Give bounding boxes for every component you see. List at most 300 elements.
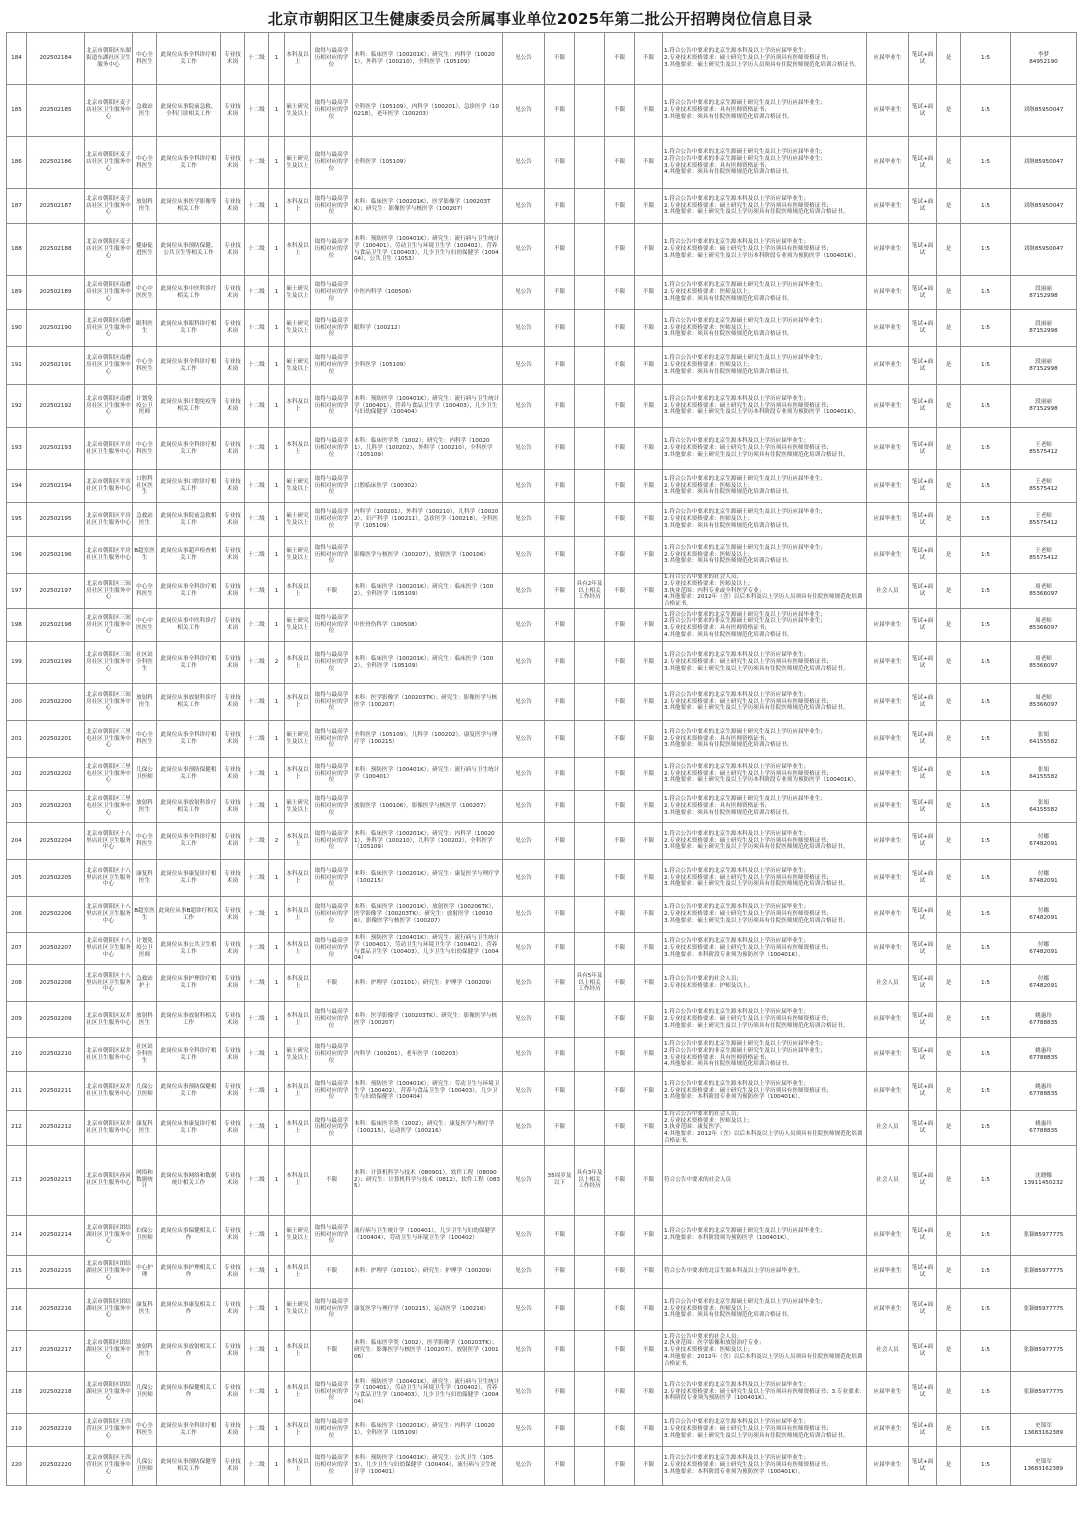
post-description: 此岗位从事院前急救相关工作 [157,503,221,537]
age-limit: 不限 [545,684,575,721]
political-status: 见公告 [503,823,545,860]
post-type: 专业技术岗 [221,224,245,276]
other-conditions: 1.符合公告中要求的北京生源本科及以上学历应届毕业生； 2.专业技术资格要求：硕士研究生及以上学历须具有医师资格证书； 3.其他要求：本科阶段专业须为预防医学（100401K）。 [663,1072,867,1111]
employer-unit: 北京市朝阳区双井社区卫生服务中心 [85,1038,133,1072]
exam-required: 是 [937,791,961,823]
major-requirement: 影像医学与核医学（100207），放射医学（100106） [353,537,503,574]
major-requirement: 口腔临床医学（100302） [353,470,503,503]
age-limit: 不限 [545,860,575,897]
work-experience [575,897,605,933]
work-experience: 具有2年及以上相关工作经历 [575,574,605,609]
hire-count: 1 [269,503,285,537]
row-number: 192 [7,385,27,428]
post-code: 202502198 [27,609,85,642]
major-requirement: 本科：临床医学（100201K），医学影像学（100203TK）；研究生：影像医学与核医学（100207） [353,189,503,224]
hire-count: 1 [269,385,285,428]
post-type: 专业技术岗 [221,1371,245,1413]
major-requirement: 本科：预防医学（100401K）；研究生：流行病与卫生统计学（100401），劳动卫生与环境卫生学（100402），营养与食品卫生学（100403），儿少卫生与妇幼保健学（100404） [353,1371,503,1413]
row-number: 209 [7,1002,27,1038]
education: 本科及以上 [285,1255,311,1288]
post-code: 202502190 [27,310,85,347]
education: 本科及以上 [285,965,311,1002]
education: 本科及以上 [285,1371,311,1413]
political-status: 见公告 [503,1111,545,1146]
employer-unit: 北京市朝阳区平房社区卫生服务中心 [85,537,133,574]
hukou-requirement: 不限 [605,537,635,574]
major-requirement: 本科：临床医学（100201K）；研究生：内科学（100201），外科学（100210），儿科学（100202），全科医学（105109） [353,823,503,860]
interview-ratio: 1:5 [961,537,1011,574]
post-level: 十二级 [245,1215,269,1255]
hukou-requirement: 不限 [605,933,635,965]
work-experience: 具有5年及以上相关工作经历 [575,965,605,1002]
post-name: 口腔科社区医生 [133,470,157,503]
political-status: 见公告 [503,33,545,85]
exam-method: 笔试+面试 [909,574,937,609]
post-level: 十二级 [245,224,269,276]
hukou-requirement: 不限 [605,860,635,897]
exam-required: 是 [937,860,961,897]
work-experience [575,189,605,224]
degree: 取得与最高学历相对应的学位 [311,1371,353,1413]
table-row [7,1288,1077,1330]
other-conditions: 1.符合公告中要求的北京生源本科及以上学历应届毕业生； 2.专业技术资格要求：硕士研究生及以上学历须具有医师资格证书； 3.其他要求：硕士研究生及以上学历本科阶段专业须为预防医学（100401K）。 [663,224,867,276]
exam-method: 笔试+面试 [909,224,937,276]
post-level: 十二级 [245,1288,269,1330]
other-conditions: 1.符合公告中要求的北京生源本科及以上学历应届毕业生； 2.专业技术资格要求：硕士研究生及以上学历须具有医师资格证书； 3.其他要求：硕士研究生及以上学历须具有住院医师规范化培训合格证书。 [663,684,867,721]
fresh-grad-only: 不限 [635,1145,663,1215]
post-code: 202502202 [27,758,85,791]
post-type: 专业技术岗 [221,1215,245,1255]
table-row [7,503,1077,537]
degree: 取得与最高学历相对应的学位 [311,224,353,276]
table-row [7,137,1077,189]
political-status: 见公告 [503,537,545,574]
age-limit: 35周岁及以下 [545,1145,575,1215]
recruit-target: 应届毕业生 [867,1288,909,1330]
work-experience [575,1288,605,1330]
interview-ratio: 1:5 [961,684,1011,721]
table-row [7,347,1077,385]
fresh-grad-only: 不限 [635,574,663,609]
age-limit: 不限 [545,189,575,224]
post-name: 计划免疫公卫医师 [133,933,157,965]
row-number: 205 [7,860,27,897]
fresh-grad-only: 不限 [635,860,663,897]
hire-count: 1 [269,137,285,189]
hukou-requirement: 不限 [605,347,635,385]
post-type: 专业技术岗 [221,310,245,347]
post-type: 专业技术岗 [221,823,245,860]
fresh-grad-only: 不限 [635,1413,663,1446]
recruit-target: 应届毕业生 [867,1413,909,1446]
hukou-requirement: 不限 [605,385,635,428]
post-type: 专业技术岗 [221,189,245,224]
row-number: 191 [7,347,27,385]
other-conditions: 符合公告中要求的北京生源本科及以上学历应届毕业生。 [663,1255,867,1288]
exam-method: 笔试+面试 [909,1255,937,1288]
interview-ratio: 1:5 [961,1111,1011,1146]
contact: 张颖85977775 [1011,1330,1077,1371]
row-number: 193 [7,428,27,470]
post-code: 202502196 [27,537,85,574]
post-name: 社区站全科医生 [133,642,157,684]
employer-unit: 北京市朝阳区麦子店社区卫生服务中心 [85,85,133,137]
hukou-requirement: 不限 [605,1288,635,1330]
contact: 周老师 85366097 [1011,684,1077,721]
hukou-requirement: 不限 [605,1072,635,1111]
degree: 取得与最高学历相对应的学位 [311,137,353,189]
hukou-requirement: 不限 [605,1255,635,1288]
political-status: 见公告 [503,1371,545,1413]
other-conditions: 1.符合公告中要求的北京生源本科及以上学历应届毕业生； 2.专业技术资格要求：硕士研究生及以上学历须具有医师资格证书； 3.其他要求：硕士研究生及以上学历须具有住院医师规范化培训合格证书。 [663,189,867,224]
political-status: 见公告 [503,1288,545,1330]
post-code: 202502199 [27,642,85,684]
political-status: 见公告 [503,1145,545,1215]
political-status: 见公告 [503,85,545,137]
row-number: 207 [7,933,27,965]
hukou-requirement: 不限 [605,721,635,758]
post-code: 202502207 [27,933,85,965]
exam-required: 是 [937,609,961,642]
exam-method: 笔试+面试 [909,347,937,385]
fresh-grad-only: 不限 [635,1371,663,1413]
political-status: 见公告 [503,791,545,823]
age-limit: 不限 [545,224,575,276]
post-level: 十二级 [245,1145,269,1215]
table-row [7,574,1077,609]
interview-ratio: 1:5 [961,189,1011,224]
other-conditions: 1.符合公告中要求的北京生源本科及以上学历应届毕业生； 2.专业技术资格要求：硕士研究生及以上学历须具有医师资格证书； 3.其他要求：硕士研究生及以上学历须具有住院医师规范化培训合格证书。 [663,823,867,860]
political-status: 见公告 [503,347,545,385]
age-limit: 不限 [545,721,575,758]
post-description: 此岗位从事预防保健相关工作 [157,758,221,791]
post-level: 十二级 [245,347,269,385]
row-number: 186 [7,137,27,189]
contact: 张颖85977775 [1011,1255,1077,1288]
education: 本科及以上 [285,1330,311,1371]
employer-unit: 北京市朝阳区麦子店社区卫生服务中心 [85,224,133,276]
table-row [7,224,1077,276]
table-row [7,860,1077,897]
row-number: 217 [7,1330,27,1371]
political-status: 见公告 [503,1330,545,1371]
hukou-requirement: 不限 [605,823,635,860]
major-requirement: 本科：临床医学（100201K）；研究生：临床医学（1002），全科医学（105109） [353,574,503,609]
other-conditions: 1.符合公告中要求的社会人员； 2.执业范围：医学影像和放射治疗专业； 3.专业技术资格要求：医师及以上； 4.其他要求：2012年（含）以后本科及以上学历人员须具有住院医师规范化培训合格证书。 [663,1330,867,1371]
post-type: 专业技术岗 [221,721,245,758]
education: 硕士研究生及以上 [285,1038,311,1072]
post-level: 十二级 [245,1111,269,1146]
major-requirement: 内科学（100201），外科学（100210），儿科学（100202），妇产科学（100211），急诊医学（100218），全科医学（105109） [353,503,503,537]
post-code: 202502200 [27,684,85,721]
hire-count: 1 [269,1111,285,1146]
post-code: 202502192 [27,385,85,428]
post-description: 此岗位从事超声检查相关工作 [157,537,221,574]
exam-method: 笔试+面试 [909,1330,937,1371]
employer-unit: 北京市朝阳区平房社区卫生服务中心 [85,503,133,537]
political-status: 见公告 [503,897,545,933]
post-code: 202502212 [27,1111,85,1146]
fresh-grad-only: 不限 [635,1002,663,1038]
post-code: 202502209 [27,1002,85,1038]
hire-count: 1 [269,33,285,85]
exam-method: 笔试+面试 [909,385,937,428]
post-description: 此岗位从事全科诊疗相关工作 [157,428,221,470]
major-requirement: 本科：临床医学类（1002），医学影像学（100203TK）；研究生：影像医学与核医学（100207），放射医学（100106） [353,1330,503,1371]
fresh-grad-only: 不限 [635,85,663,137]
post-level: 十二级 [245,189,269,224]
post-description: 此岗位从事康复诊疗相关工作 [157,860,221,897]
recruit-target: 应届毕业生 [867,470,909,503]
employer-unit: 北京市朝阳区团结湖社区卫生服务中心 [85,1371,133,1413]
other-conditions: 1.符合公告中要求的北京生源硕士研究生及以上学历应届毕业生； 2.专业技术资格要求：医师及以上； 3.其他要求：须具有住院医师规范化培训合格证书。 [663,347,867,385]
post-level: 十二级 [245,933,269,965]
recruit-target: 应届毕业生 [867,537,909,574]
other-conditions: 1.符合公告中要求的社会人员； 2.专业技术资格要求：医师及以上； 3.执业范围：康复医学； 4.其他要求：2012年（含）以后本科及以上学历人员须具有住院医师规范化培训合格证书。 [663,1111,867,1146]
employer-unit: 北京市朝阳区十八里店社区卫生服务中心 [85,897,133,933]
degree: 不限 [311,1330,353,1371]
employer-unit: 北京市朝阳区南磨房社区卫生服务中心 [85,385,133,428]
political-status: 见公告 [503,1446,545,1485]
political-status: 见公告 [503,1215,545,1255]
table-row [7,791,1077,823]
row-number: 199 [7,642,27,684]
political-status: 见公告 [503,189,545,224]
hukou-requirement: 不限 [605,85,635,137]
exam-method: 笔试+面试 [909,1446,937,1485]
interview-ratio: 1:5 [961,276,1011,310]
degree: 取得与最高学历相对应的学位 [311,1446,353,1485]
employer-unit: 北京市朝阳区三间房社区卫生服务中心 [85,684,133,721]
exam-method: 笔试+面试 [909,1002,937,1038]
age-limit: 不限 [545,1288,575,1330]
post-name: 急救站护士 [133,965,157,1002]
post-description: 此岗位从事放射科诊疗相关工作 [157,684,221,721]
major-requirement: 本科：预防医学（100401K）；研究生：流行病与卫生统计学（100401），劳动卫生与环境卫生学（100402），营养与食品卫生学（100403），儿少卫生与妇幼保健学（100404），公共卫生（1053） [353,224,503,276]
political-status: 见公告 [503,224,545,276]
fresh-grad-only: 不限 [635,1111,663,1146]
education: 本科及以上 [285,1002,311,1038]
exam-method: 笔试+面试 [909,758,937,791]
exam-method: 笔试+面试 [909,1215,937,1255]
contact: 周老师 85366097 [1011,609,1077,642]
post-name: 中心全科医生 [133,33,157,85]
fresh-grad-only: 不限 [635,1072,663,1111]
post-code: 202502197 [27,574,85,609]
hukou-requirement: 不限 [605,1145,635,1215]
age-limit: 不限 [545,1002,575,1038]
hire-count: 2 [269,823,285,860]
table-row [7,33,1077,85]
post-code: 202502188 [27,224,85,276]
political-status: 见公告 [503,1072,545,1111]
table-row [7,310,1077,347]
hire-count: 1 [269,1255,285,1288]
exam-required: 是 [937,965,961,1002]
post-description: 此岗位从事放射科相关工作 [157,1002,221,1038]
major-requirement: 康复医学与理疗学（100215），运动医学（100216） [353,1288,503,1330]
political-status: 见公告 [503,933,545,965]
political-status: 见公告 [503,276,545,310]
post-level: 十二级 [245,503,269,537]
exam-required: 是 [937,385,961,428]
recruit-target: 应届毕业生 [867,1446,909,1485]
work-experience [575,276,605,310]
education: 硕士研究生及以上 [285,537,311,574]
post-level: 十二级 [245,721,269,758]
post-description: 此岗位从事中医科诊疗相关工作 [157,609,221,642]
exam-required: 是 [937,684,961,721]
exam-method: 笔试+面试 [909,791,937,823]
post-level: 十二级 [245,1002,269,1038]
work-experience [575,310,605,347]
major-requirement: 本科：临床医学（100201K）；研究生：康复医学与理疗学（100215） [353,860,503,897]
post-type: 专业技术岗 [221,1446,245,1485]
employer-unit: 北京市朝阳区团结湖社区卫生服务中心 [85,1288,133,1330]
post-description: 此岗位从事保健相关工作 [157,1215,221,1255]
interview-ratio: 1:5 [961,385,1011,428]
recruit-target: 应届毕业生 [867,85,909,137]
degree: 取得与最高学历相对应的学位 [311,85,353,137]
political-status: 见公告 [503,1255,545,1288]
hire-count: 1 [269,860,285,897]
interview-ratio: 1:5 [961,574,1011,609]
major-requirement: 本科：医学影像学（100203TK）；研究生：影像医学与核医学（100207） [353,684,503,721]
post-description: 此岗位从事全科诊疗相关工作 [157,1413,221,1446]
exam-method: 笔试+面试 [909,428,937,470]
major-requirement: 本科：护理学（101101）；研究生：护理学（100209） [353,1255,503,1288]
row-number: 214 [7,1215,27,1255]
other-conditions: 1.符合公告中要求的北京生源本科及以上学历应届毕业生； 2.专业技术资格要求：硕士研究生及以上学历须具有医师资格证书； 3.其他要求：本科阶段专业须为预防医学（100401K）。 [663,1446,867,1485]
contact: 姚惠玲 67788835 [1011,1002,1077,1038]
age-limit: 不限 [545,965,575,1002]
exam-method: 笔试+面试 [909,823,937,860]
political-status: 见公告 [503,137,545,189]
major-requirement: 全科医学（105109） [353,137,503,189]
recruit-target: 应届毕业生 [867,276,909,310]
degree: 取得与最高学历相对应的学位 [311,276,353,310]
recruit-target: 应届毕业生 [867,428,909,470]
degree: 取得与最高学历相对应的学位 [311,897,353,933]
post-name: 网络和数据统计 [133,1145,157,1215]
major-requirement: 本科：计算机科学与技术（080901），软件工程（080902）；研究生：计算机科学与技术（0812），软件工程（0835） [353,1145,503,1215]
major-requirement: 本科：临床医学类（1002）；研究生：康复医学与理疗学（100215），运动医学（100216） [353,1111,503,1146]
interview-ratio: 1:5 [961,933,1011,965]
work-experience [575,347,605,385]
work-experience [575,224,605,276]
age-limit: 不限 [545,85,575,137]
post-code: 202502194 [27,470,85,503]
work-experience [575,470,605,503]
work-experience [575,428,605,470]
post-code: 202502185 [27,85,85,137]
interview-ratio: 1:5 [961,1446,1011,1485]
interview-ratio: 1:5 [961,965,1011,1002]
political-status: 见公告 [503,1038,545,1072]
contact: 姚惠玲 67788835 [1011,1072,1077,1111]
contact: 刘继85950047 [1011,137,1077,189]
hire-count: 1 [269,189,285,224]
education: 硕士研究生及以上 [285,1288,311,1330]
hukou-requirement: 不限 [605,642,635,684]
exam-required: 是 [937,574,961,609]
post-name: 中心全科医生 [133,1413,157,1446]
fresh-grad-only: 不限 [635,347,663,385]
row-number: 198 [7,609,27,642]
major-requirement: 本科：医学影像学（100203TK）；研究生：影像医学与核医学（100207） [353,1002,503,1038]
education: 硕士研究生及以上 [285,609,311,642]
recruit-target: 应届毕业生 [867,684,909,721]
exam-method: 笔试+面试 [909,684,937,721]
interview-ratio: 1:5 [961,758,1011,791]
employer-unit: 北京市朝阳区麦子店社区卫生服务中心 [85,137,133,189]
hire-count: 1 [269,1145,285,1215]
fresh-grad-only: 不限 [635,1288,663,1330]
post-name: 中心全科医生 [133,721,157,758]
post-type: 专业技术岗 [221,684,245,721]
exam-required: 是 [937,758,961,791]
major-requirement: 中医骨伤科学（100508） [353,609,503,642]
post-level: 十二级 [245,470,269,503]
hukou-requirement: 不限 [605,609,635,642]
post-level: 十二级 [245,85,269,137]
table-row [7,1446,1077,1485]
fresh-grad-only: 不限 [635,1255,663,1288]
other-conditions: 1.符合公告中要求的北京生源硕士研究生及以上学历应届毕业生； 2.专业技术资格要求：具有医师资格证书； 3.其他要求：须具有住院医师规范化培训合格证书。 [663,721,867,758]
political-status: 见公告 [503,609,545,642]
hire-count: 1 [269,1446,285,1485]
table-row [7,1215,1077,1255]
fresh-grad-only: 不限 [635,503,663,537]
row-number: 195 [7,503,27,537]
degree: 不限 [311,965,353,1002]
contact: 史锦军 13683162389 [1011,1446,1077,1485]
row-number: 202 [7,758,27,791]
post-type: 专业技术岗 [221,1072,245,1111]
education: 硕士研究生及以上 [285,310,311,347]
degree: 取得与最高学历相对应的学位 [311,385,353,428]
major-requirement: 眼科学（100212） [353,310,503,347]
hire-count: 1 [269,470,285,503]
row-number: 187 [7,189,27,224]
contact: 张娟 64155582 [1011,721,1077,758]
employer-unit: 北京市朝阳区麦子店社区卫生服务中心 [85,189,133,224]
degree: 取得与最高学历相对应的学位 [311,470,353,503]
post-type: 专业技术岗 [221,503,245,537]
fresh-grad-only: 不限 [635,791,663,823]
age-limit: 不限 [545,1038,575,1072]
post-code: 202502184 [27,33,85,85]
row-number: 184 [7,33,27,85]
employer-unit: 北京市朝阳区三间房社区卫生服务中心 [85,609,133,642]
fresh-grad-only: 不限 [635,224,663,276]
major-requirement: 本科：护理学（101101）；研究生：护理学（100209） [353,965,503,1002]
exam-required: 是 [937,537,961,574]
hukou-requirement: 不限 [605,1038,635,1072]
major-requirement: 本科：预防医学（100401K）；研究生：流行病与卫生统计学（100401） [353,758,503,791]
post-type: 专业技术岗 [221,897,245,933]
recruit-target: 应届毕业生 [867,791,909,823]
major-requirement: 本科：临床医学（100201K）；研究生：临床医学（1002），全科医学（105109） [353,642,503,684]
post-name: 放射科医生 [133,189,157,224]
exam-required: 是 [937,1288,961,1330]
post-code: 202502214 [27,1215,85,1255]
fresh-grad-only: 不限 [635,537,663,574]
table-row [7,1413,1077,1446]
work-experience [575,1255,605,1288]
post-name: 急救站医生 [133,85,157,137]
fresh-grad-only: 不限 [635,642,663,684]
